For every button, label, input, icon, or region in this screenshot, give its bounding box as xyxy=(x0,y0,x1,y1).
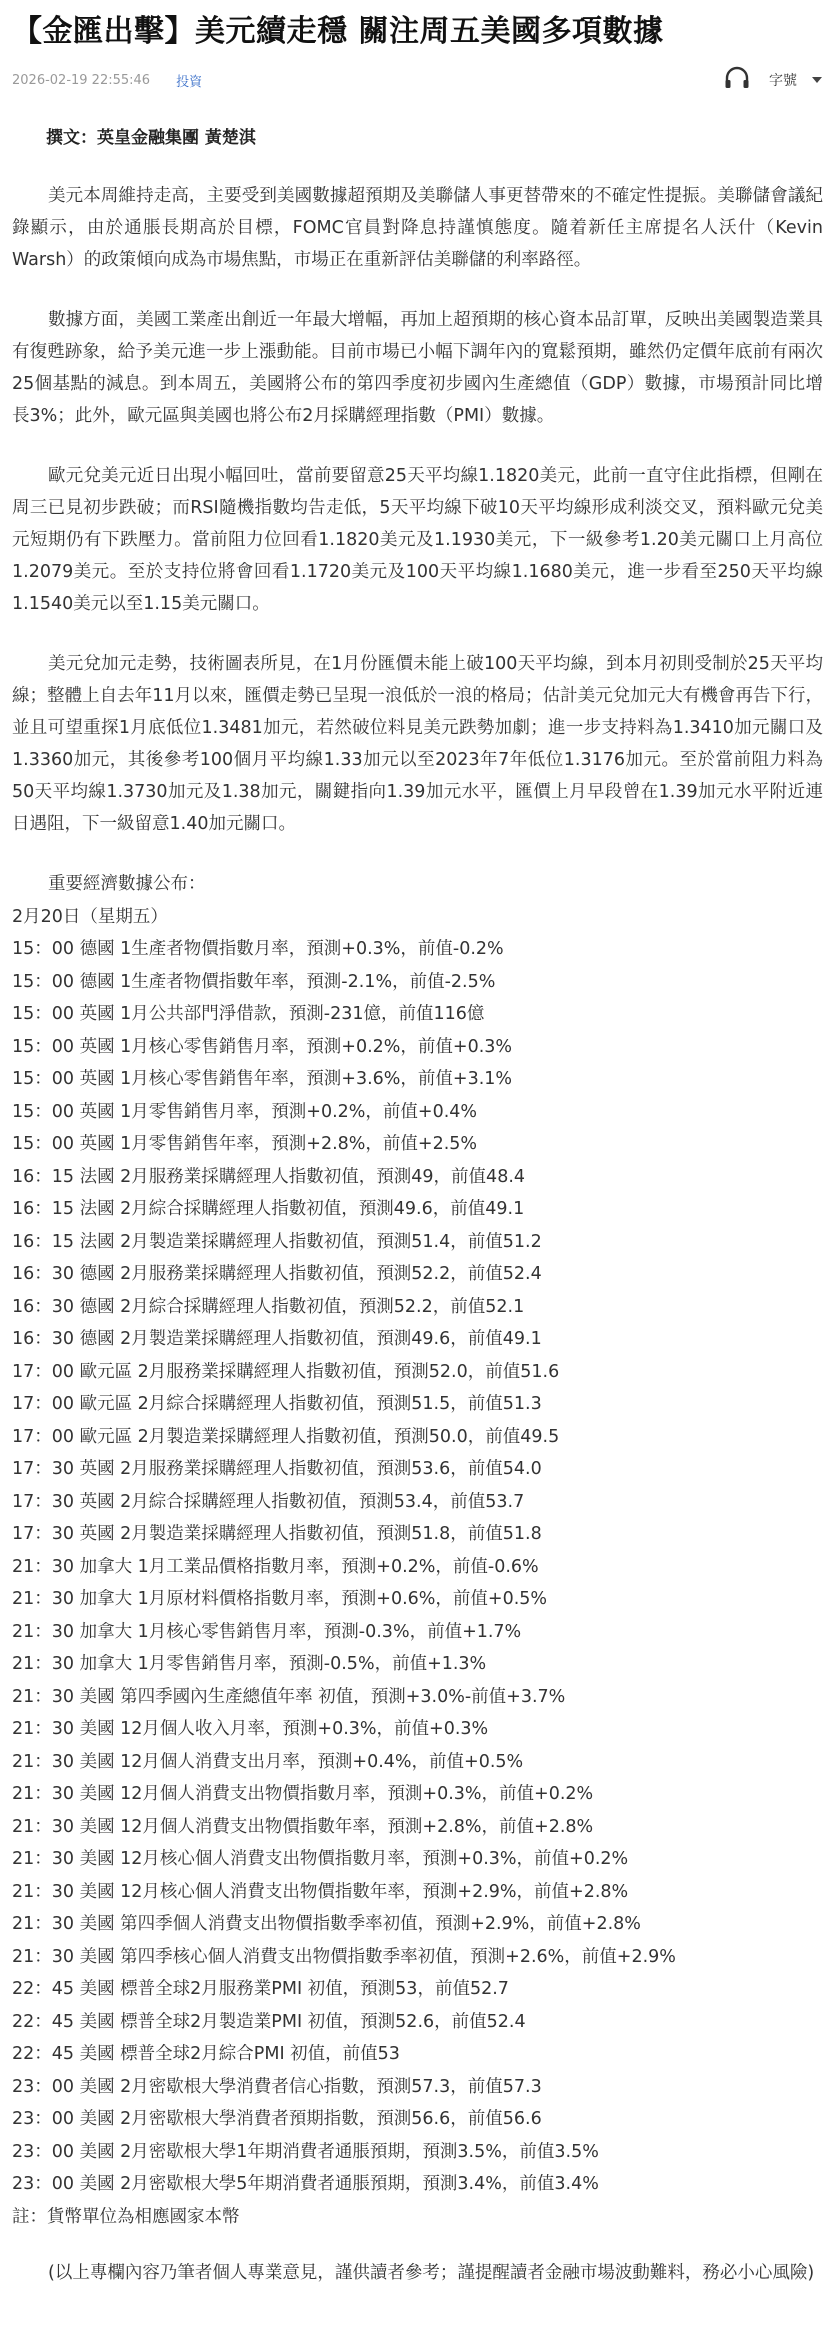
schedule-item: 15：00 英國 1月核心零售銷售月率，預測+0.2%，前值+0.3% xyxy=(12,1036,513,1057)
schedule-item: 17：00 歐元區 2月製造業採購經理人指數初值，預測50.0，前值49.5 xyxy=(12,1426,560,1447)
headphones-icon[interactable] xyxy=(723,66,769,94)
schedule-item: 17：30 英國 2月服務業採購經理人指數初值，預測53.6，前值54.0 xyxy=(12,1459,542,1479)
schedule-heading: 重要經濟數據公布： xyxy=(48,874,206,894)
schedule-item: 17：00 歐元區 2月綜合採購經理人指數初值，預測51.5，前值51.3 xyxy=(12,1394,542,1414)
article-tools xyxy=(723,66,823,94)
schedule-item: 21：30 加拿大 1月零售銷售月率，預測-0.5%，前值+1.3% xyxy=(12,1654,487,1674)
schedule-item: 21：30 美國 12月個人收入月率，預測+0.3%，前值+0.3% xyxy=(12,1719,489,1739)
schedule-item: 23：00 美國 2月密歇根大學消費者信心指數，預測57.3，前值57.3 xyxy=(12,2076,542,2097)
schedule-item: 23：00 美國 2月密歇根大學1年期消費者通脹預期，預測3.5%，前值3.5% xyxy=(12,2141,599,2162)
article-paragraph: 數據方面，美國工業產出創近一年最大增幅，再加上超預期的核心資本品訂單，反映出美國製造業具有復甦跡象，給予美元進一步上漲動能。目前市場已小幅下調年內的寬鬆預期，雖然仍定價年底前有兩次25個基點的減息。到本周五，美國將公布的第四季度初步國內生產總值（GDP）數據，市場預計同比增長3%；此外，歐元區與美國也將公布2月採購經理指數（PMI）數據。 xyxy=(12,310,823,426)
schedule-item: 15：00 英國 1月零售銷售月率，預測+0.2%，前值+0.4% xyxy=(12,1101,478,1122)
schedule-item: 16：30 德國 2月製造業採購經理人指數初值，預測49.6，前值49.1 xyxy=(12,1329,542,1349)
schedule-item: 17：00 歐元區 2月服務業採購經理人指數初值，預測52.0，前值51.6 xyxy=(12,1361,560,1382)
schedule-item: 15：00 英國 1月零售銷售年率，預測+2.8%，前值+2.5% xyxy=(12,1134,478,1154)
schedule-item: 22：45 美國 標普全球2月服務業PMI 初值，預測53，前值52.7 xyxy=(12,1979,509,1999)
schedule-date: 2月20日（星期五） xyxy=(12,906,168,927)
article-paragraph: 美元兌加元走勢，技術圖表所見，在1月份匯價未能上破100天平均線，到本月初則受制於25天平均線；整體上自去年11月以來，匯價走勢已呈現一浪低於一浪的格局；估計美元兌加元大有機會再告下行，並且可望重探1月底低位1.3481加元，若然破位料見美元跌勢加劇；進一步支持料為1.3410加元關口及1.3360加元，其後參考100個月平均線1.33加元以至2023年7年低位1.3176加元。至於當前阻力料為50天平均線1.3730加元及1.38加元，關鍵指向1.39加元水平，匯價上月早段曾在1.39加元水平附近連日遇阻，下一級留意1.40加元關口。 xyxy=(12,654,823,834)
author-byline: 撰文：英皇金融集團 黃楚淇 xyxy=(46,128,256,148)
article-paragraph: 美元本周維持走高，主要受到美國數據超預期及美聯儲人事更替帶來的不確定性提振。美聯儲會議紀錄顯示，由於通脹長期高於目標，FOMC官員對降息持謹慎態度。隨着新任主席提名人沃什（Kevin Warsh）的政策傾向成為市場焦點，市場正在重新評估美聯儲的利率路徑。 xyxy=(12,186,823,270)
schedule-list xyxy=(12,933,823,2201)
schedule-item: 21：30 美國 第四季國內生產總值年率 初值，預測+3.0%-前值+3.7% xyxy=(12,1686,566,1707)
schedule-item: 16：30 德國 2月綜合採購經理人指數初值，預測52.2，前值52.1 xyxy=(12,1296,525,1317)
schedule-item: 21：30 美國 12月個人消費支出物價指數年率，預測+2.8%，前值+2.8% xyxy=(12,1816,594,1837)
disclaimer: (以上專欄內容乃筆者個人專業意見，謹供讀者參考；謹提醒讀者金融市場波動難料，務必小心風險) xyxy=(48,2263,815,2283)
economic-data-schedule xyxy=(12,868,823,2233)
article-title: 【金匯出擊】美元續走穩 關注周五美國多項數據 xyxy=(12,14,664,49)
schedule-item: 21：30 美國 12月核心個人消費支出物價指數年率，預測+2.9%，前值+2.8% xyxy=(12,1881,629,1902)
schedule-item: 15：00 德國 1生產者物價指數年率，預測-2.1%，前值-2.5% xyxy=(12,971,496,992)
schedule-item: 17：30 英國 2月製造業採購經理人指數初值，預測51.8，前值51.8 xyxy=(12,1524,542,1544)
schedule-item: 21：30 美國 第四季核心個人消費支出物價指數季率初值，預測+2.6%，前值+2.9% xyxy=(12,1946,676,1967)
schedule-item: 15：00 英國 1月核心零售銷售年率，預測+3.6%，前值+3.1% xyxy=(12,1069,513,1089)
schedule-item: 16：15 法國 2月綜合採購經理人指數初值，預測49.6，前值49.1 xyxy=(12,1199,525,1219)
article-body xyxy=(12,122,823,2289)
schedule-item: 16：15 法國 2月製造業採購經理人指數初值，預測51.4，前值51.2 xyxy=(12,1231,542,1252)
schedule-item: 22：45 美國 標普全球2月製造業PMI 初值，預測52.6，前值52.4 xyxy=(12,2011,526,2032)
article-paragraph: 歐元兌美元近日出現小幅回吐，當前要留意25天平均線1.1820美元，此前一直守住此指標，但剛在周三已見初步跌破；而RSI隨機指數均告走低，5天平均線下破10天平均線形成利淡交叉，預料歐元兌美元短期仍有下跌壓力。當前阻力位回看1.1820美元及1.1930美元，下一級參考1.20美元關口上月高位1.2079美元。至於支持位將會回看1.1720美元及100天平均線1.1680美元，進一步看至250天平均線1.1540美元以至1.15美元關口。 xyxy=(12,466,823,614)
schedule-item: 21：30 美國 12月個人消費支出月率，預測+0.4%，前值+0.5% xyxy=(12,1751,524,1772)
schedule-item: 21：30 美國 12月核心個人消費支出物價指數月率，預測+0.3%，前值+0.2% xyxy=(12,1849,629,1869)
article-meta-bar xyxy=(12,60,823,100)
schedule-item: 16：30 德國 2月服務業採購經理人指數初值，預測52.2，前值52.4 xyxy=(12,1264,542,1284)
schedule-item: 21：30 加拿大 1月原材料價格指數月率，預測+0.6%，前值+0.5% xyxy=(12,1589,548,1609)
font-size-label: 字號 xyxy=(769,73,797,89)
schedule-item: 15：00 英國 1月公共部門淨借款，預測-231億，前值116億 xyxy=(12,1004,485,1024)
schedule-item: 17：30 英國 2月綜合採購經理人指數初值，預測53.4，前值53.7 xyxy=(12,1491,525,1512)
schedule-item: 21：30 美國 12月個人消費支出物價指數月率，預測+0.3%，前值+0.2% xyxy=(12,1784,594,1804)
category-link[interactable]: 投資 xyxy=(176,74,203,90)
schedule-item: 15：00 德國 1生產者物價指數月率，預測+0.3%，前值-0.2% xyxy=(12,939,504,959)
schedule-item: 21：30 加拿大 1月核心零售銷售月率，預測-0.3%，前值+1.7% xyxy=(12,1621,522,1642)
font-size-dropdown[interactable] xyxy=(769,70,823,90)
publish-date: 2026-02-19 22:55:46 xyxy=(12,72,151,88)
schedule-item: 21：30 美國 第四季個人消費支出物價指數季率初值，預測+2.9%，前值+2.8% xyxy=(12,1914,641,1934)
schedule-item: 23：00 美國 2月密歇根大學消費者預期指數，預測56.6，前值56.6 xyxy=(12,2109,542,2129)
schedule-item: 21：30 加拿大 1月工業品價格指數月率，預測+0.2%，前值-0.6% xyxy=(12,1556,539,1577)
schedule-item: 16：15 法國 2月服務業採購經理人指數初值，預測49，前值48.4 xyxy=(12,1166,526,1187)
caret-down-icon xyxy=(797,72,823,88)
schedule-item: 23：00 美國 2月密歇根大學5年期消費者通脹預期，預測3.4%，前值3.4% xyxy=(12,2174,599,2194)
currency-note: 註：貨幣單位為相應國家本幣 xyxy=(12,2206,240,2227)
schedule-item: 22：45 美國 標普全球2月綜合PMI 初值，前值53 xyxy=(12,2044,400,2064)
